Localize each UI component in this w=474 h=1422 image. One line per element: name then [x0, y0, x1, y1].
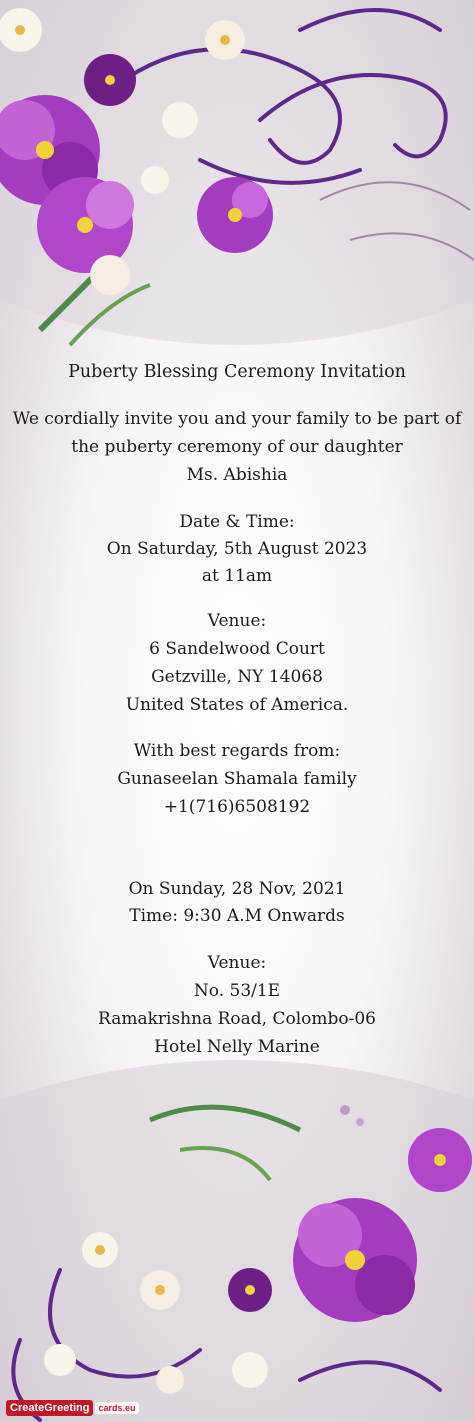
invitation-title: Puberty Blessing Ceremony Invitation [68, 362, 406, 382]
second-venue-line-1: No. 53/1E [193, 981, 281, 1001]
second-event-time: Time: 9:30 A.M Onwards [129, 906, 345, 926]
bottom-floral-decoration [0, 1040, 474, 1422]
site-watermark-logo[interactable] [6, 1398, 139, 1418]
regards-name: Gunaseelan Shamala family [117, 769, 357, 789]
purple-flower-icon [293, 1198, 417, 1322]
watermark-part-2: cards.eu [95, 1402, 138, 1414]
venue-label: Venue: [207, 611, 267, 631]
contact-phone: +1(716)6508192 [163, 797, 311, 817]
intro-line-2: the puberty ceremony of our daughter [71, 437, 403, 457]
venue-line-1: 6 Sandelwood Court [149, 639, 325, 659]
venue-line-3: United States of America. [125, 695, 349, 715]
top-floral-decoration [0, 0, 474, 380]
regards-label: With best regards from: [133, 741, 341, 761]
purple-flower-icon [197, 177, 273, 253]
purple-flower-icon [408, 1128, 472, 1192]
datetime-label: Date & Time: [179, 512, 295, 532]
second-venue-label: Venue: [207, 953, 267, 973]
purple-flower-icon [84, 54, 136, 106]
venue-line-2: Getzville, NY 14068 [151, 667, 323, 687]
second-event-date: On Sunday, 28 Nov, 2021 [128, 879, 346, 899]
honoree-name: Ms. Abishia [186, 465, 288, 485]
purple-flower-icon [228, 1268, 272, 1312]
event-time: at 11am [201, 566, 273, 586]
second-venue-line-3: Hotel Nelly Marine [154, 1037, 320, 1057]
intro-line-1: We cordially invite you and your family to be part of [12, 409, 462, 429]
event-date: On Saturday, 5th August 2023 [106, 539, 368, 559]
watermark-part-1: CreateGreeting [6, 1400, 93, 1416]
second-venue-line-2: Ramakrishna Road, Colombo-06 [98, 1009, 376, 1029]
